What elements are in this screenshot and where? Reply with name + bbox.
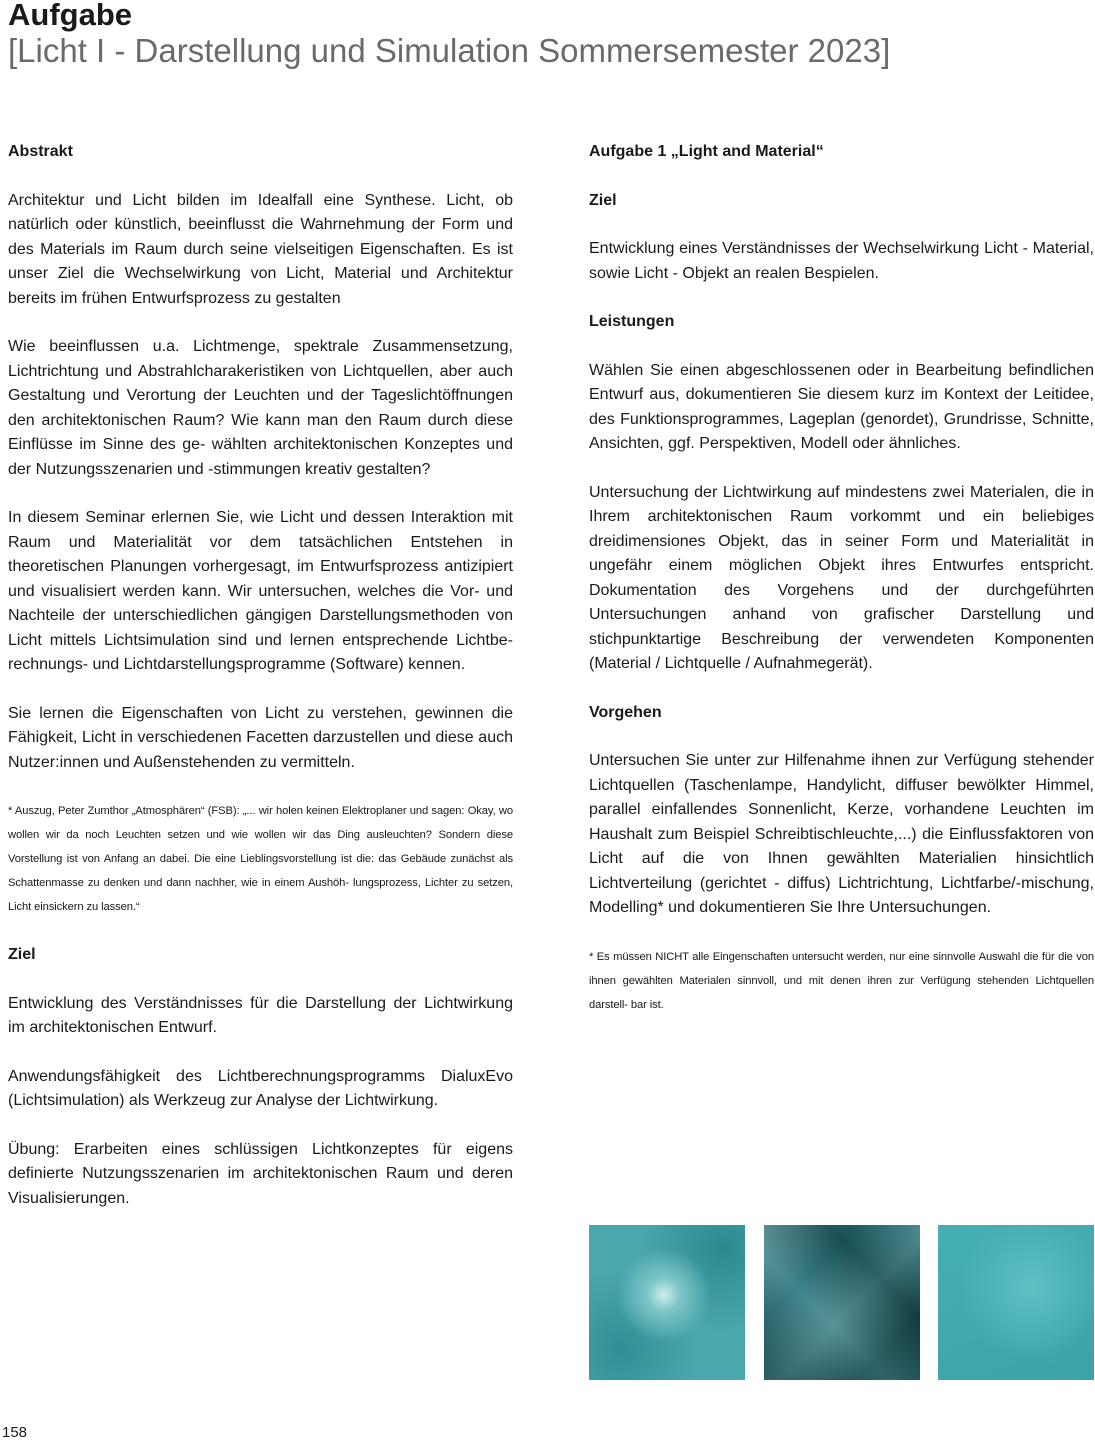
right-column	[589, 140, 1094, 1041]
ziel-heading: Ziel	[8, 946, 36, 963]
task-heading: Aufgabe 1 „Light and Material“	[589, 143, 824, 160]
ziel-paragraph-1: Entwicklung des Verständnisses für die Darstellung der Lichtwirkung im architektonischen Entwurf.	[8, 994, 513, 1036]
page-subtitle: [Licht I - Darstellung und Simulation Sommersemester 2023]	[8, 32, 891, 69]
page-title: Aufgabe	[8, 0, 132, 32]
material-image-crumpled	[764, 1225, 920, 1380]
abstract-paragraph-4: Sie lernen die Eigenschaften von Licht zu verstehen, gewinnen die Fähigkeit, Licht in verschiedenen Facetten darzustellen und diese auch Nutzer:innen und Außenstehenden zu vermitteln.	[8, 704, 513, 771]
vorgehen-paragraph: Untersuchen Sie unter zur Hilfenahme ihnen zur Verfügung stehender Lichtquellen (Taschenlampe, Handylicht, diffuser bewölkter Himmel, parallel einfallendes Sonnenlicht, Kerze, vorhandene Leuchten im Haushalt zum Beispiel Schreibtischleuchte,...) die Einflussfaktoren von Licht auf die von Ihnen gewählten Materialien hinsichtlich Lichtverteilung (gerichtet - diffus) Lichtrichtung, Lichtfarbe/-mischung, Modelling* und dokumentieren Sie Ihre Untersuchungen.	[589, 752, 1094, 916]
abstract-heading: Abstrakt	[8, 143, 73, 160]
leistungen-paragraph-2: Untersuchung der Lichtwirkung auf mindestens zwei Materialen, die in Ihrem architektonischen Raum vorkommt und ein beliebiges dreidimensiones Objekt, das in seiner Form und Materialität in ungefähr einem möglichen Objekt ihres Entwurfes entspricht. Dokumentation des Vorgehens und der durchgeführten Untersuchungen anhand von grafischer Darstellung und stichpunktartige Beschreibung der verwendeten Komponenten (Material / Lichtquelle / Aufnahmegerät).	[589, 483, 1094, 672]
material-image-row	[589, 1225, 1094, 1380]
ziel-paragraph-2: Anwendungsfähigkeit des Lichtberechnungsprogramms DialuxEvo (Lichtsimulation) als Werkzeug zur Analyse der Lichtwirkung.	[8, 1067, 513, 1109]
material-image-plain	[938, 1225, 1094, 1380]
abstract-paragraph-1: Architektur und Licht bilden im Idealfall eine Synthese. Licht, ob natürlich oder künstlich, beeinflusst die Wahrnehmung der Form und des Materials im Raum durch seine vielseitigen Eigenschaften. Es ist unser Ziel die Wechselwirkung von Licht, Material und Architektur bereits im frühen Entwurfsprozess zu gestalten	[8, 191, 513, 307]
page-number: 158	[2, 1424, 28, 1441]
task-ziel-heading: Ziel	[589, 191, 617, 209]
task-ziel-paragraph: Entwicklung eines Verständnisses der Wechselwirkung Licht - Material, sowie Licht - Objekt an realen Bespielen.	[589, 240, 1094, 282]
eigenschaften-footnote: * Es müssen NICHT alle Eingenschaften untersucht werden, nur eine sinnvolle Auswahl die für die von ihnen gewählten Materialen sinnvoll, und mit denen ihren zur Verfügung stehenden Lichtquellen darstell- bar ist.	[589, 950, 1094, 1011]
abstract-paragraph-3: In diesem Seminar erlernen Sie, wie Licht und dessen Interaktion mit Raum und Materialität vor dem tatsächlichen Entstehen in theoretischen Planungen vorhergesagt, im Entwurfsprozess antizipiert und visualisiert werden kann. Wir untersuchen, welches die Vor- und Nachteile der unterschiedlichen gängigen Darstellungsmethoden von Licht mittels Lichtsimulation sind und lernen entsprechende Lichtberechnungs- und Lichtdarstellungsprogramme (Software) kennen.	[8, 509, 513, 673]
vorgehen-heading: Vorgehen	[589, 703, 662, 721]
material-image-smooth	[589, 1225, 745, 1380]
leistungen-paragraph-1: Wählen Sie einen abgeschlossenen oder in Bearbeitung befindlichen Entwurf aus, dokumentieren Sie diesem kurz im Kontext der Leitidee, des Funktionsprogrammes, Lageplan (genordet), Grundrisse, Schnitte, Ansichten, ggf. Perspektiven, Modell oder ähnliches.	[589, 361, 1094, 452]
leistungen-heading: Leistungen	[589, 313, 675, 330]
abstract-paragraph-2: Wie beeinflussen u.a. Lichtmenge, spektrale Zusammensetzung, Lichtrichtung und Abstrahlcharakeristiken von Lichtquellen, aber auch Gestaltung und Verortung der Leuchten und der Tageslichtöffnungen den architektonischen Raum? Wie kann man den Raum durch diese Einflüsse im Sinne des ge- wählten architektonischen Konzeptes und der Nutzungsszenarien und -stimmungen kreativ gestalten?	[8, 338, 513, 478]
ziel-paragraph-3: Übung: Erarbeiten eines schlüssigen Lichtkonzeptes für eigens definierte Nutzungsszenarien im architektonischen Raum und deren Visualisierungen.	[8, 1140, 513, 1207]
left-column	[8, 140, 513, 1235]
zumthor-footnote: * Auszug, Peter Zumthor „Atmosphären“ (FSB): „... wir holen keinen Elektroplaner und sagen: Okay, wo wollen wir da noch Leuchten setzen und wie wollen wir das Ding ausleuchten? Sondern diese Vorstellung ist von Anfang an dabei. Die eine Lieblingsvorstellung ist die: das Gebäude zunächst als Schattenmasse zu denken und dann nachher, wie in einem Aushöh- lungsprozess, Lichter zu setzen, Licht einsickern zu lassen.“	[8, 805, 513, 913]
